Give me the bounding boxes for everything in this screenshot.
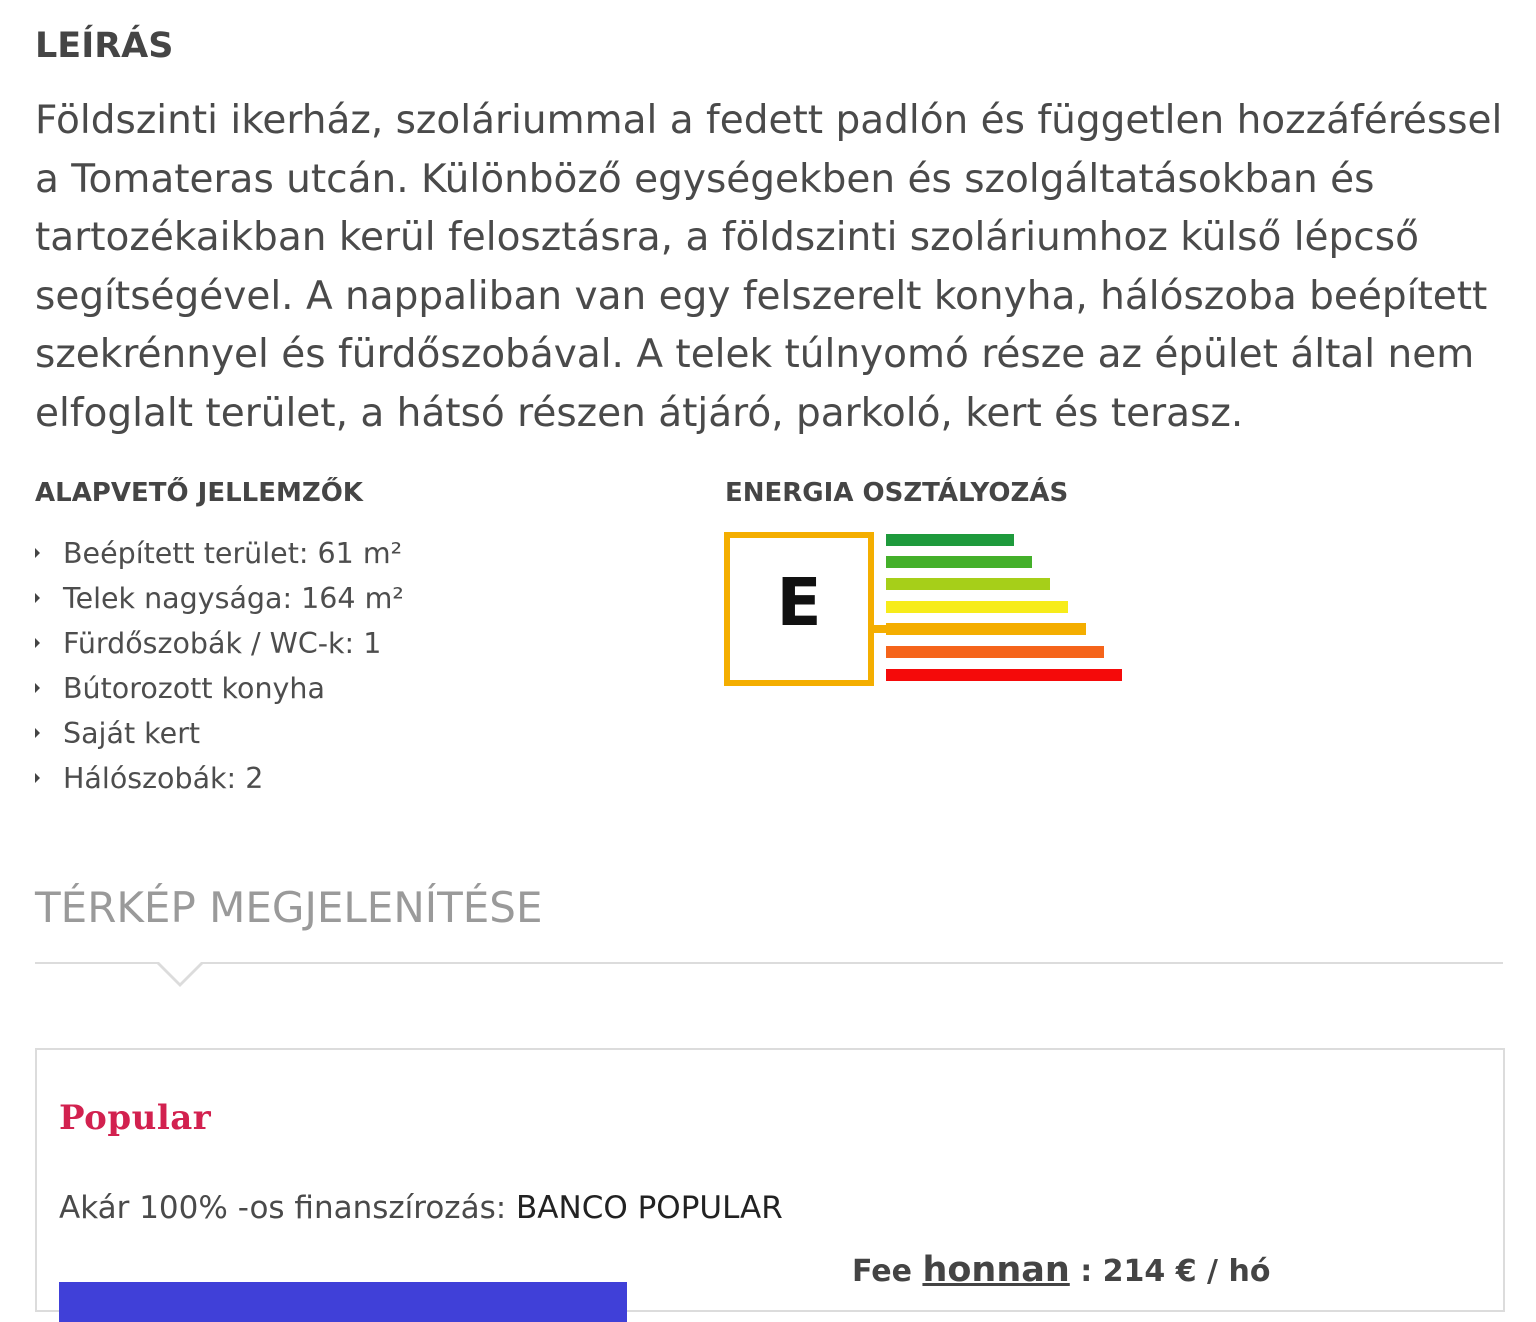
feature-item: Bútorozott konyha [35,666,404,711]
energy-bar-c [886,578,1050,590]
finance-text: Akár 100% -os finanszírozás: BANCO POPULAR [59,1190,783,1226]
fee-line: Fee honnan : 214 € / hó [852,1250,1271,1290]
features-title: ALAPVETŐ JELLEMZŐK [35,478,363,508]
energy-rating-box [724,532,874,686]
fee-link[interactable]: honnan [922,1250,1070,1290]
feature-item: Telek nagysága: 164 m² [35,576,404,621]
bullet-icon [35,638,40,648]
bullet-icon [35,728,40,738]
energy-bar-e [886,623,1086,635]
description-title: LEÍRÁS [35,26,174,66]
energy-bar-b [886,556,1032,568]
bullet-icon [35,593,40,603]
map-toggle[interactable]: TÉRKÉP MEGJELENÍTÉSE [35,883,543,932]
energy-bar-a [886,534,1014,546]
feature-item: Saját kert [35,711,404,756]
bank-logo: Popular [59,1098,212,1138]
description-text: Földszinti ikerház, szoláriummal a fedett padlón és független hozzáféréssel a Tomateras utcán. Különböző egységekben és szolgáltatásokban és tartozékaikban kerül felosztásra, a földszinti szoláriumhoz külső lépcső segítségével. A nappaliban van egy felszerelt konyha, hálószoba beépített szekrénnyel és fürdőszobával. A telek túlnyomó része az épület által nem elfoglalt terület, a hátsó részen átjáró, parkoló, kert és terasz. [35,98,1503,436]
feature-item: Hálószobák: 2 [35,756,404,801]
finance-bank-name: BANCO POPULAR [516,1190,783,1226]
bullet-icon [35,548,40,558]
feature-item: Fürdőszobák / WC-k: 1 [35,621,404,666]
finance-box [35,1048,1505,1312]
energy-bar-d [886,601,1068,613]
finance-button[interactable] [59,1282,627,1322]
map-notch-indicator [155,962,205,987]
energy-bar-g [886,669,1122,681]
energy-title: ENERGIA OSZTÁLYOZÁS [725,478,1069,508]
feature-item: Beépített terület: 61 m² [35,531,404,576]
features-list [35,531,404,801]
bullet-icon [35,683,40,693]
energy-rating-letter: E [776,564,822,641]
map-divider [35,962,1503,964]
bullet-icon [35,773,40,783]
energy-bar-f [886,646,1104,658]
